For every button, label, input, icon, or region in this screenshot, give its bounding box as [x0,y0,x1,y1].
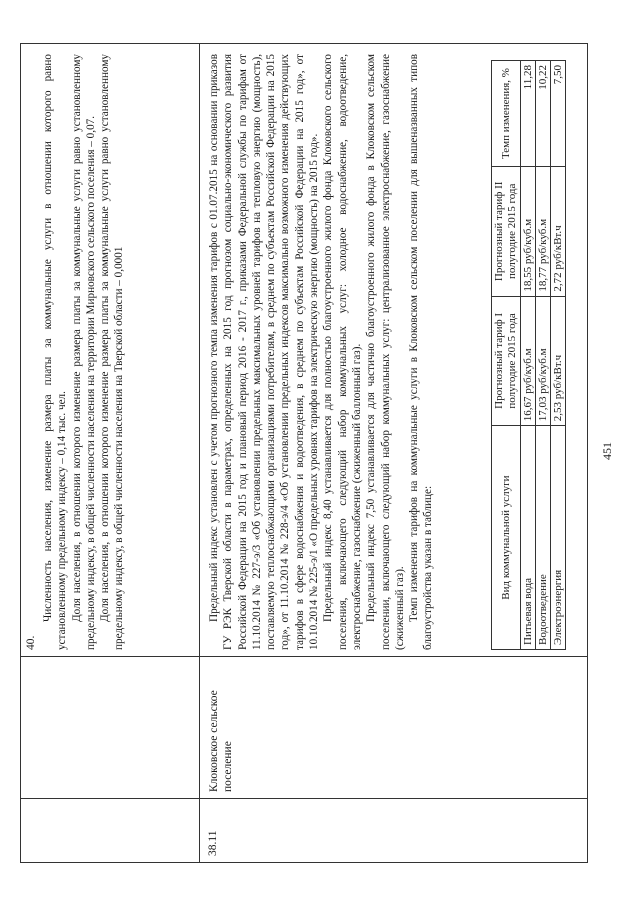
tariff-cell: 2,72 руб/кВт.ч [551,167,566,297]
column-header: Прогнозный тариф II полугодие 2015 года [492,167,521,297]
page-number: 451 [600,442,614,460]
service-cell: Электроэнергия [551,426,566,650]
service-cell: Водоотведение [536,426,551,650]
paragraph: Предельный индекс установлен с учетом прогнозного темпа изменения тарифов с 01.07.2015 на основании приказов ГУ РЭК Тверской области в параметрах, определенных на 2015 год прогнозом социально-экономического развития Российской Федерации на 2015 год и плановый период 2016 - 2017 г., приказами Федеральной службы по тарифам от 11.10.2014 № 227-э/3 «Об установлении предельных максимальных уровней тарифов на тепловую энергию (мощность), поставляемую теплоснабжающими организациями потребителям, в среднем по субъектам Российской Федерации на 2015 год», от 11.10.2014 № 228-э/4 «Об установлении предельных индексов максимально возможного изменения действующих тарифов в сфере водоснабжения и водоотведения, в среднем по субъектам Российской Федерации на 2015 год», от 10.10.2014 № 225-э/1 «О предельных уровнях тарифов на электрическую энергию (мощность) на 2015 год». [208,54,321,650]
paragraph: Численность населения, изменение размера платы за коммунальные услуги в отношении которого равно установленному предельному индексу – 0,14 тыс. чел. [42,54,69,650]
column-header: Прогнозный тариф I полугодие 2015 года [492,296,521,426]
tariff-cell: 16,67 руб/куб.м [521,296,536,426]
tariff-cell: 2,53 руб/кВт.ч [551,296,566,426]
settlement-name: Клоковское сельское поселение [208,690,234,792]
row-divider [199,44,200,862]
tariff-cell: 18,55 руб/куб.м [521,167,536,297]
column-divider [21,656,587,657]
paragraph: Доля населения, в отношении которого изменение размера платы за коммунальные услуги равно установленному предельному индексу, в общей численности населения на Тверской области – 0,0001 [99,54,126,650]
table-header-row [492,61,521,650]
item-number-upper: 40. [25,635,37,650]
rate-cell: 10,22 [536,61,551,167]
paragraph: Предельный индекс 7,50 устанавливается для частично благоустроенного жилого фонда в Клоковском сельском поселении, включающего следующий набор коммунальных услуг: централизованное электроснабжение, газоснабжение (сжиженный газ). [365,54,406,650]
table-row [521,61,536,650]
item-number-lower: 38.11 [207,830,219,856]
paragraph: Доля населения, в отношении которого изменение размера платы за коммунальные услуги равно установленному предельному индексу, в общей численности населения на территории Мирновского сельского поселения – 0,07. [70,54,97,650]
table-row [536,61,551,650]
service-cell: Питьевая вода [521,426,536,650]
column-header: Вид коммунальной услуги [492,426,521,650]
rate-cell: 11,28 [521,61,536,167]
table-row [551,61,566,650]
upper-row-text [41,54,127,650]
column-divider [21,798,587,799]
document-table [20,43,588,863]
tariff-cell: 18,77 руб/куб.м [536,167,551,297]
column-header: Темп изменения, % [492,61,521,167]
lower-row-text [207,54,436,650]
paragraph: Предельный индекс 8,40 устанавливается для полностью благоустроенного жилого фонда Клоковского сельского поселения, включающего следующий набор коммунальных услуг: холодное водоснабжение, водоотведение, электроснабжение, газоснабжение (сжиженный баллонный газ). [322,54,363,650]
rate-cell: 7,50 [551,61,566,167]
tariff-cell: 17,03 руб/куб.м [536,296,551,426]
tariff-table [491,60,566,650]
paragraph: Темп изменения тарифов на коммунальные услуги в Клоковском сельском поселении для вышеназванных типов благоустройства указан в таблице: [408,54,435,650]
